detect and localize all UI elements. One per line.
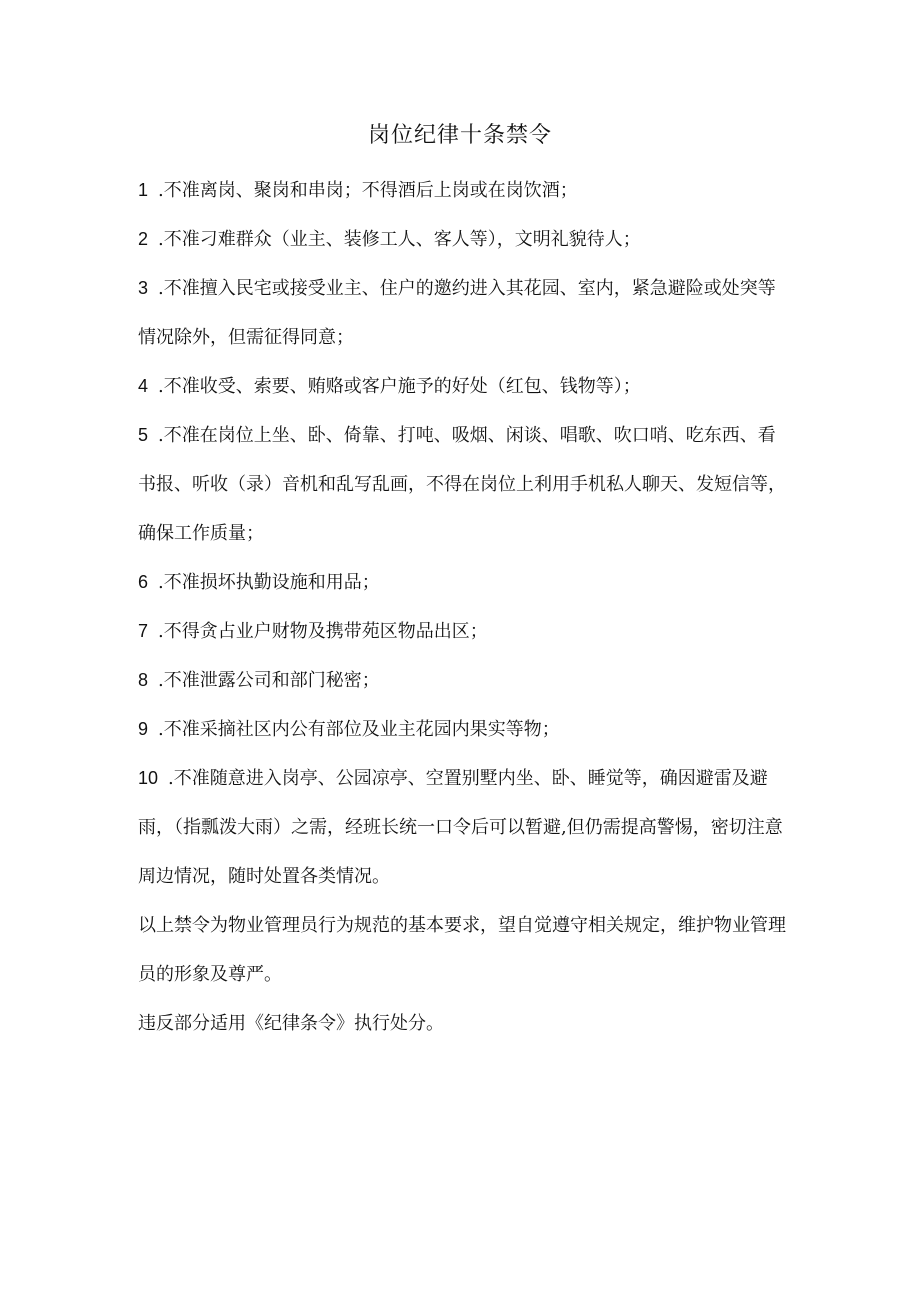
rule-item-9 [138,705,788,754]
rule-text: .不准刁难群众（业主、装修工人、客人等），文明礼貌待人； [158,229,641,250]
rule-text: .不准随意进入岗亭、公园凉亭、空置别墅内坐、卧、睡觉等，确因避雷及避雨，（指瓢泼大雨）之需，经班长统一口令后可以暂避,但仍需提高警惕，密切注意周边情况，随时处置各类情况。 [138,768,783,887]
rule-item-10 [138,754,788,901]
rule-item-8 [138,656,788,705]
rule-item-3 [138,264,788,362]
rule-number: 5 [138,425,149,445]
rule-text: .不准在岗位上坐、卧、倚靠、打吨、吸烟、闲谈、唱歌、吹口哨、吃东西、看书报、听收（录）音机和乱写乱画，不得在岗位上利用手机私人聊天、发短信等，确保工作质量； [138,425,786,544]
rule-item-5 [138,411,788,558]
rule-item-6 [138,558,788,607]
rule-text: .不准收受、索要、贿赂或客户施予的好处（红包、钱物等）； [158,376,641,397]
document-title: 岗位纪律十条禁令 [367,123,552,148]
rule-number: 10 [138,768,159,788]
rule-text: .不准采摘社区内公有部位及业主花园内果实等物； [158,719,560,740]
rule-text: .不准泄露公司和部门秘密； [158,670,380,691]
rule-text: .不准擅入民宅或接受业主、住户的邀约进入其花园、室内，紧急避险或处突等情况除外，但需征得同意； [138,278,776,348]
rule-number: 9 [138,719,149,739]
rule-item-2 [138,215,788,264]
closing-paragraph: 以上禁令为物业管理员行为规范的基本要求，望自觉遵守相关规定，维护物业管理员的形象及尊严。 [138,915,786,985]
rule-text: .不准离岗、聚岗和串岗；不得酒后上岗或在岗饮酒； [158,180,578,201]
rule-number: 7 [138,621,149,641]
rule-number: 1 [138,180,149,200]
rule-text: .不得贪占业户财物及携带苑区物品出区； [158,621,488,642]
rule-item-1 [138,166,788,215]
document-body [138,166,788,1048]
rule-text: .不准损坏执勤设施和用品； [158,572,380,593]
rule-number: 8 [138,670,149,690]
rule-item-4 [138,362,788,411]
rule-number: 4 [138,376,149,396]
rule-number: 3 [138,278,149,298]
rule-number: 6 [138,572,149,592]
rule-item-7 [138,607,788,656]
closing-note: 违反部分适用《纪律条令》执行处分。 [138,1013,444,1034]
rule-number: 2 [138,229,149,249]
